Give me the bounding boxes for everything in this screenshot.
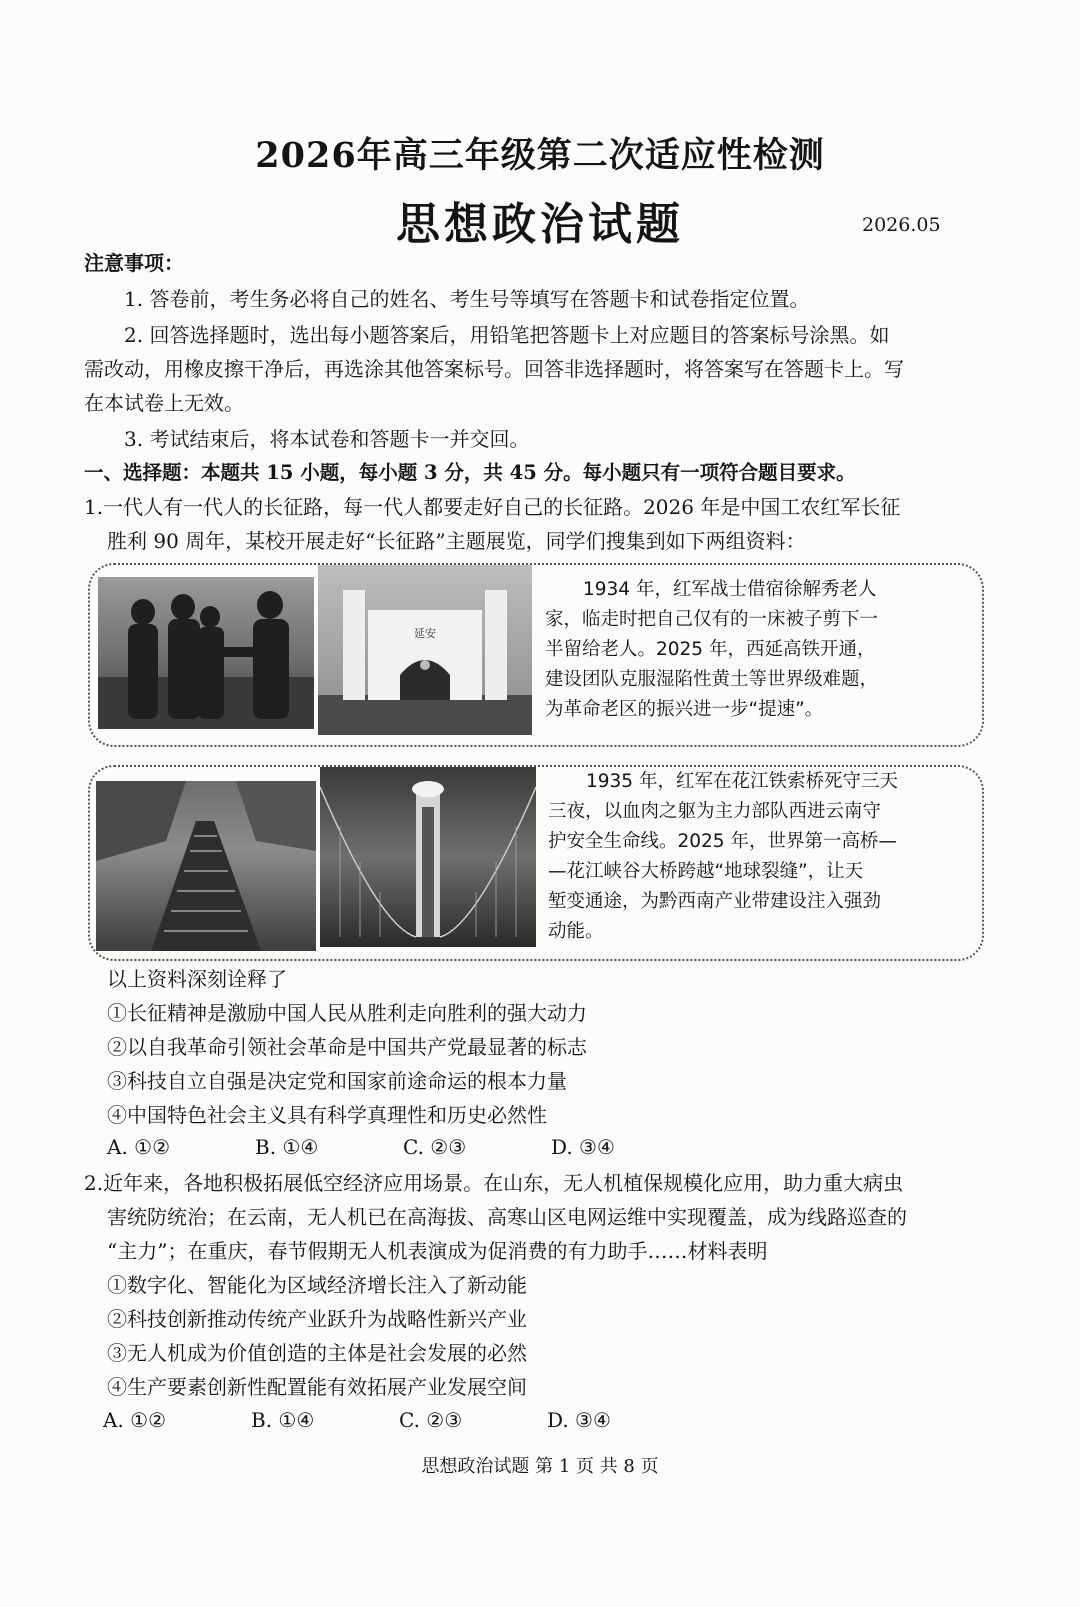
note-2-line-3: 在本试卷上无效。 (84, 391, 244, 415)
q2-stem-line-1: 2.近年来，各地积极拓展低空经济应用场景。在山东，无人机植保规模化应用，助力重大病虫 (84, 1171, 904, 1195)
box1-line: 家，临走时把自己仅有的一床被子剪下一 (545, 609, 879, 630)
material-box-1 (88, 563, 984, 747)
iron-chain-bridge-photo (96, 781, 316, 951)
exam-date: 2026.05 (862, 214, 941, 236)
q1-stem-line-2: 胜利 90 周年，某校开展走好“长征路”主题展览，同学们搜集到如下两组资料： (107, 529, 806, 553)
box2-line: 堑变通途，为黔西南产业带建设注入强劲 (548, 891, 882, 912)
q2-item-3: ③无人机成为价值创造的主体是社会发展的必然 (107, 1341, 527, 1365)
box2-line: —花江峡谷大桥跨越“地球裂缝”，让天 (548, 861, 864, 882)
q1-option-c[interactable]: C. ②③ (403, 1135, 467, 1159)
q1-item-4: ④中国特色社会主义具有科学真理性和历史必然性 (107, 1103, 547, 1127)
q1-item-2: ②以自我革命引领社会革命是中国共产党最显著的标志 (107, 1035, 587, 1059)
yanan-station-photo (318, 565, 532, 735)
box1-line: 建设团队克服湿陷性黄土等世界级难题， (545, 669, 879, 690)
q2-option-b[interactable]: B. ①④ (251, 1408, 315, 1432)
q1-lead: 以上资料深刻诠释了 (107, 967, 287, 991)
box1-line: 半留给老人。2025 年，西延高铁开通， (545, 639, 876, 660)
material-box-2 (88, 765, 984, 961)
q1-option-b[interactable]: B. ①④ (255, 1135, 319, 1159)
box1-line: 1934 年，红军战士借宿徐解秀老人 (583, 579, 877, 600)
box2-text (548, 767, 898, 947)
q2-option-d[interactable]: D. ③④ (547, 1408, 611, 1432)
subject-title: 思想政治试题 (396, 199, 684, 250)
q1-option-a[interactable]: A. ①② (107, 1135, 171, 1159)
note-1: 1. 答卷前，考生务必将自己的姓名、考生号等填写在答题卡和试卷指定位置。 (124, 287, 810, 311)
notes-heading: 注意事项： (84, 251, 184, 275)
station-sign: 延安 (414, 627, 436, 640)
note-2-line-1: 2. 回答选择题时，选出每小题答案后，用铅笔把答题卡上对应题目的答案标号涂黑。如 (124, 323, 890, 347)
q2-stem-line-2: 害统防统治；在云南，无人机已在高海拔、高寒山区电网运维中实现覆盖，成为线路巡查的 (107, 1205, 907, 1229)
q2-option-c[interactable]: C. ②③ (399, 1408, 463, 1432)
huajiang-canyon-bridge-photo (320, 767, 536, 947)
q2-options (103, 1408, 695, 1432)
box2-line: 三夜，以血肉之躯为主力部队西进云南守 (548, 801, 882, 822)
note-2-line-2: 需改动，用橡皮擦干净后，再选涂其他答案标号。回答非选择题时，将答案写在答题卡上。写 (84, 357, 904, 381)
box2-line: 动能。 (548, 921, 604, 942)
q1-options (107, 1135, 699, 1159)
q1-item-3: ③科技自立自强是决定党和国家前途命运的根本力量 (107, 1069, 567, 1093)
q2-option-a[interactable]: A. ①② (103, 1408, 167, 1432)
page-footer: 思想政治试题 第 1 页 共 8 页 (421, 1456, 659, 1477)
box1-text (545, 575, 878, 725)
section-heading: 一、选择题：本题共 15 小题，每小题 3 分，共 45 分。每小题只有一项符合题目要求。 (84, 461, 856, 484)
red-army-statue-photo (98, 577, 314, 729)
q2-item-2: ②科技创新推动传统产业跃升为战略性新兴产业 (107, 1307, 527, 1331)
q1-option-d[interactable]: D. ③④ (551, 1135, 615, 1159)
q2-item-4: ④生产要素创新性配置能有效拓展产业发展空间 (107, 1375, 527, 1399)
box2-line: 护安全生命线。2025 年，世界第一高桥— (548, 831, 897, 852)
box1-line: 为革命老区的振兴进一步“提速”。 (545, 699, 824, 720)
q1-item-1: ①长征精神是激励中国人民从胜利走向胜利的强大动力 (107, 1001, 587, 1025)
box2-line: 1935 年，红军在花江铁索桥死守三天 (586, 771, 898, 792)
q2-item-1: ①数字化、智能化为区域经济增长注入了新动能 (107, 1273, 527, 1297)
exam-title: 2026年高三年级第二次适应性检测 (255, 135, 825, 176)
note-3: 3. 考试结束后，将本试卷和答题卡一并交回。 (124, 427, 530, 451)
q1-stem-line-1: 1.一代人有一代人的长征路，每一代人都要走好自己的长征路。2026 年是中国工农红军长征 (84, 495, 901, 519)
q2-stem-line-3: “主力”；在重庆，春节假期无人机表演成为促消费的有力助手……材料表明 (107, 1239, 768, 1263)
